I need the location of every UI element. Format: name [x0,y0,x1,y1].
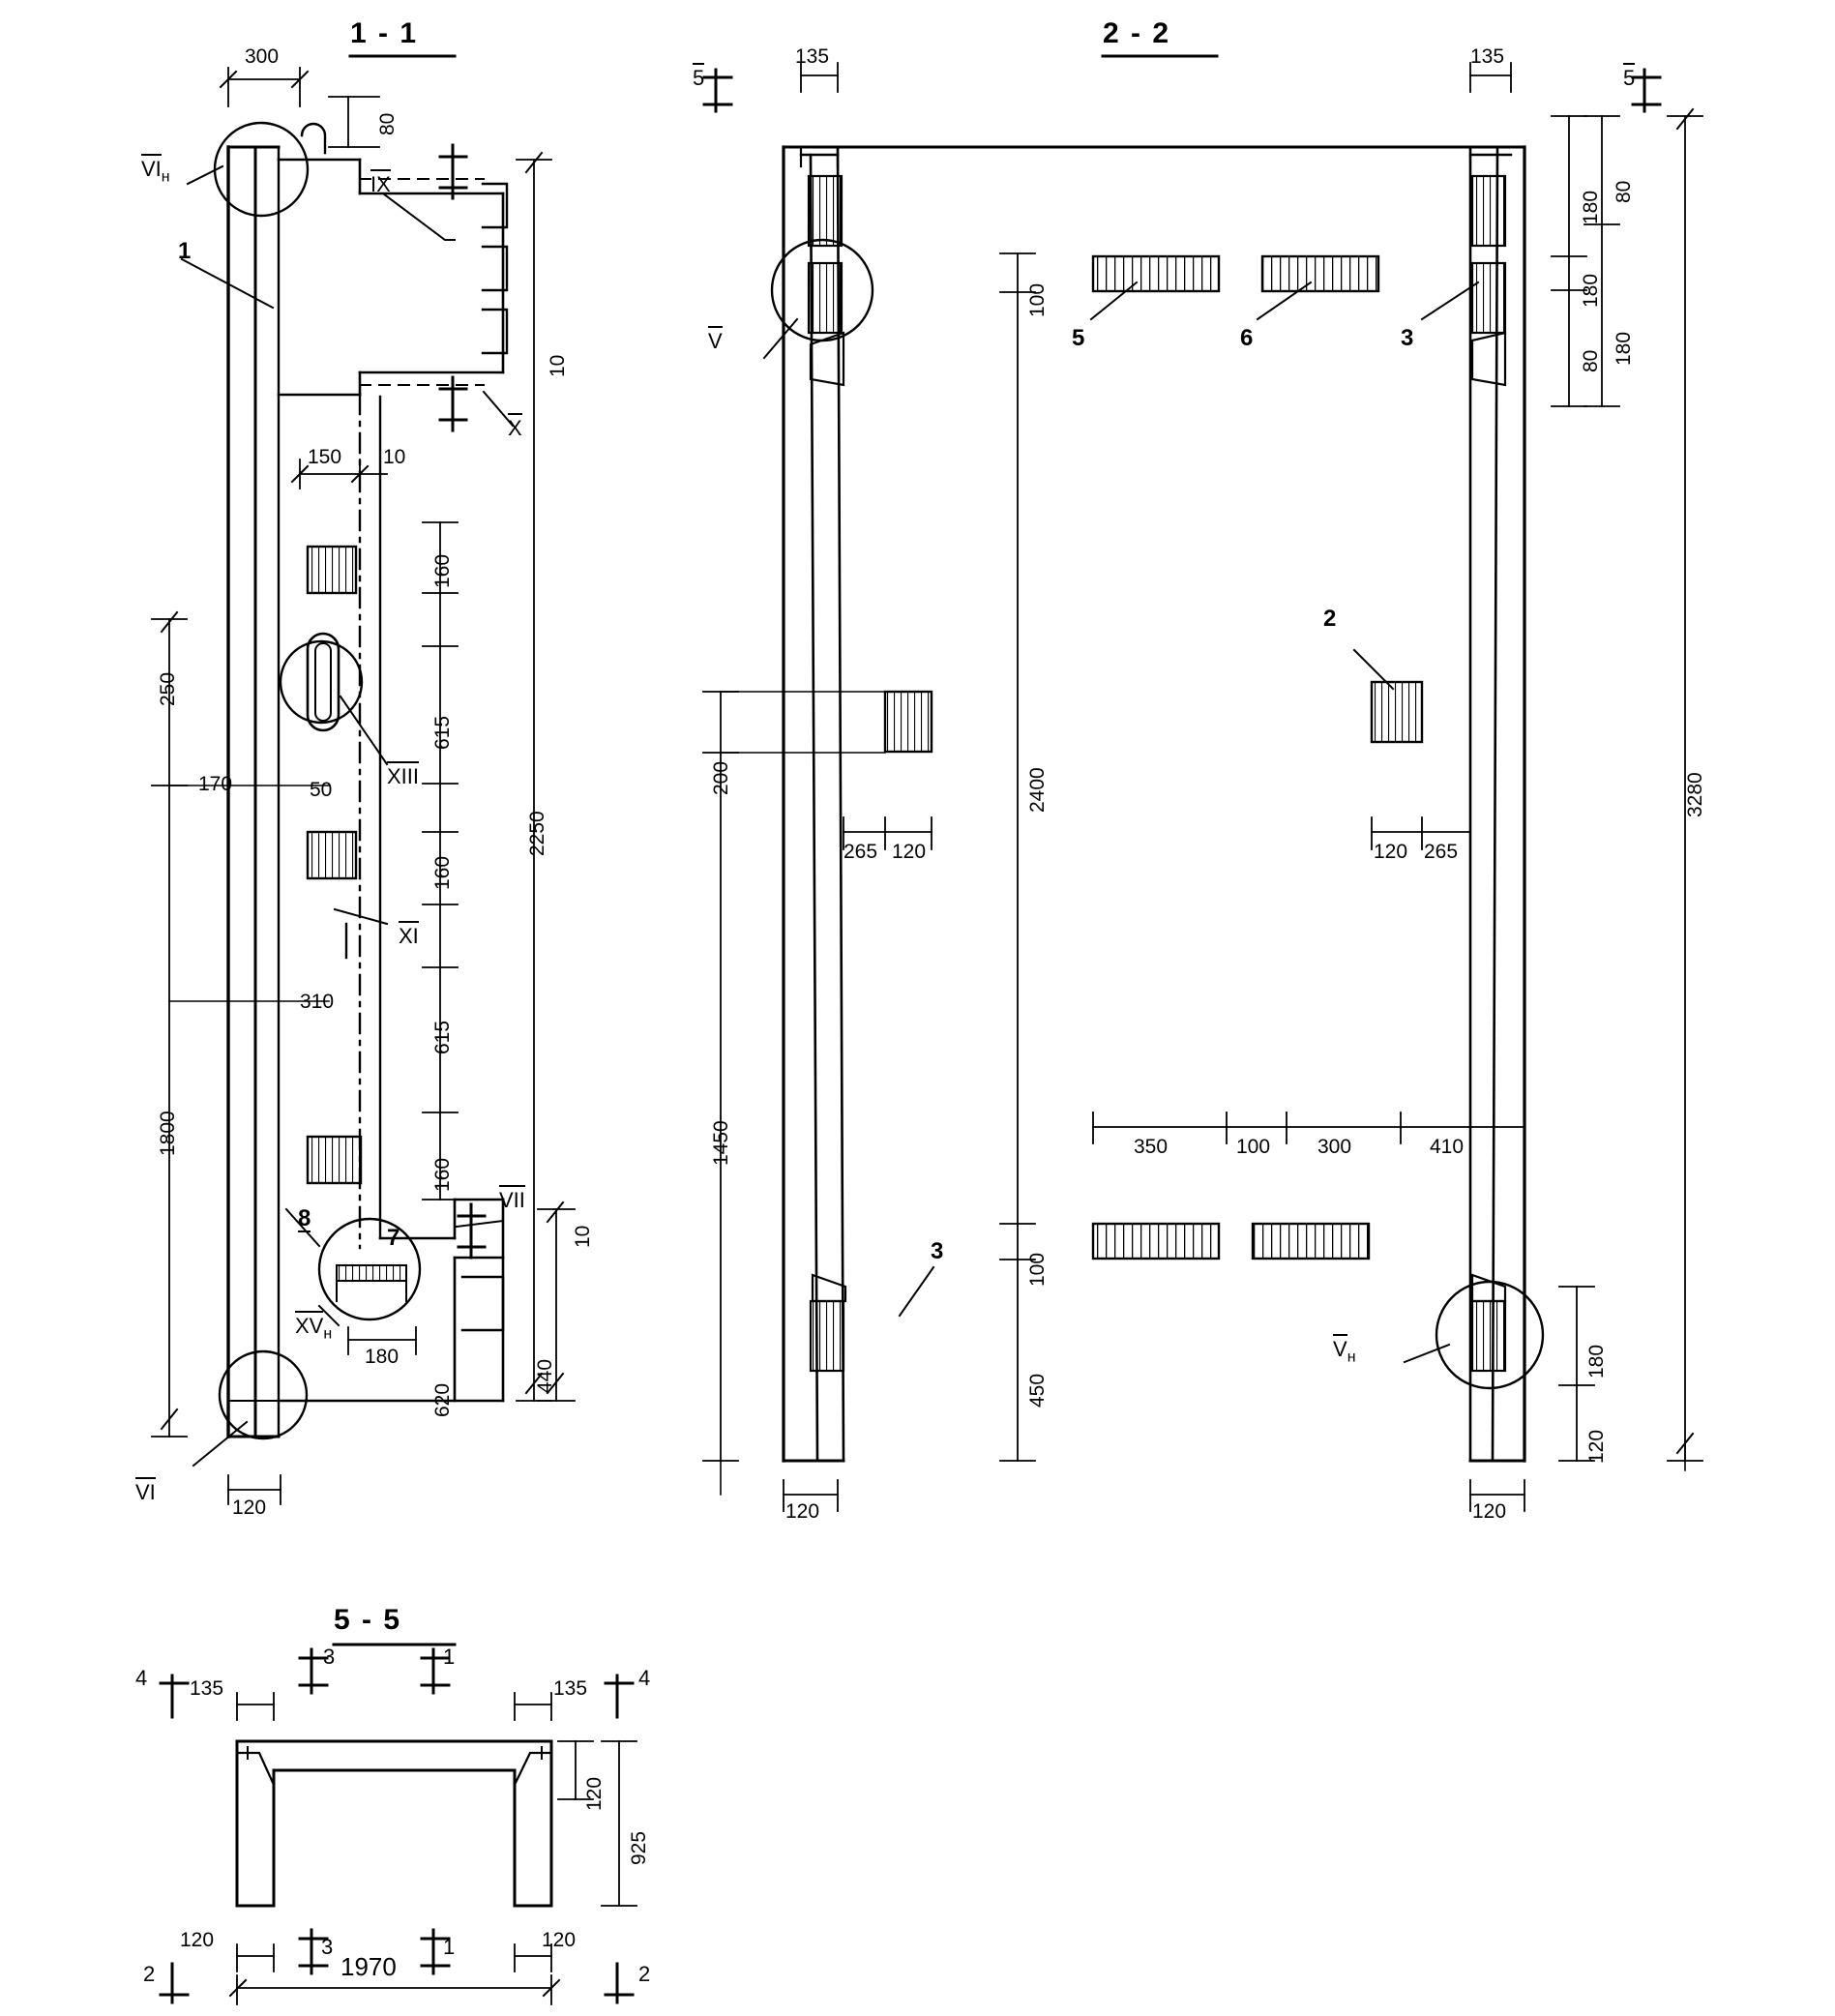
section-mark: IX [370,172,391,197]
dimension-text: 615 [431,715,454,750]
section-mark: 2 [638,1962,651,1986]
dimension-text: 135 [553,1677,588,1700]
position-mark: 8 [298,1205,311,1231]
dimension-text: 200 [710,760,732,795]
section-mark: V [708,329,723,354]
view-title-2-2: 2 - 2 [1103,17,1171,49]
dimension-text: 310 [300,991,335,1013]
dimension-text: 2400 [1026,767,1049,813]
section-mark: $VI_н$ [141,157,170,186]
dimension-text: 80 [376,112,399,135]
dimension-text: 120 [892,841,927,863]
dimension-text: 250 [157,671,179,706]
dimension-text: 450 [1026,1373,1049,1408]
dimension-text: 50 [310,779,333,801]
dimension-text: 10 [383,446,406,468]
dimension-text: 135 [795,45,830,68]
section-mark: VII [499,1188,525,1213]
dimension-text: 120 [785,1500,820,1523]
dimension-text: 160 [431,855,454,890]
dimension-text: 180 [365,1346,400,1368]
dimension-text: 2250 [526,811,548,856]
dimension-text: 180 [1613,331,1635,366]
dimension-text: 3280 [1684,772,1706,817]
position-mark: 7 [387,1225,400,1251]
section-mark: $V_н$ [1333,1337,1356,1366]
dimension-text: 120 [180,1929,215,1951]
section-mark: $XV_н$ [295,1314,332,1343]
section-mark: XI [399,924,419,949]
section-mark: XIII [387,764,419,789]
section-mark: 1 [443,1645,456,1669]
dimension-text: 1970 [340,1952,397,1981]
section-mark: 3 [323,1645,336,1669]
dimension-text: 180 [1580,273,1602,308]
position-mark: 5 [1072,325,1085,351]
section-mark: 5 [1623,66,1635,91]
dimension-text: 300 [1317,1136,1352,1158]
dimension-text: 615 [431,1020,454,1054]
dimension-text: 265 [1424,841,1459,863]
dimension-text: 80 [1580,349,1602,372]
dimension-text: 100 [1236,1136,1271,1158]
section-mark: 1 [443,1935,456,1959]
dimension-text: 160 [431,1157,454,1192]
dimension-text: 300 [245,45,280,68]
position-mark: 6 [1240,325,1254,351]
dimension-text: 120 [1374,841,1408,863]
section-mark: 3 [321,1935,334,1959]
position-mark: 1 [178,238,192,264]
position-mark: 2 [1323,606,1337,632]
dimension-text: 10 [572,1225,594,1248]
dimension-text: 120 [1472,1500,1507,1523]
section-mark: 2 [143,1962,156,1986]
section-mark: 4 [638,1666,651,1690]
dimension-text: 100 [1026,282,1049,317]
dimension-text: 180 [1585,1344,1608,1379]
dimension-text: 1450 [710,1120,732,1166]
dimension-text: 160 [431,553,454,588]
position-mark: 3 [931,1238,944,1264]
dimension-text: 80 [1613,180,1635,203]
dimension-text: 925 [628,1830,650,1865]
dimension-text: 1800 [157,1111,179,1156]
dimension-text: 440 [534,1358,556,1393]
dimension-text: 150 [308,446,342,468]
dimension-text: 180 [1580,190,1602,224]
dimension-text: 100 [1026,1252,1049,1287]
position-mark: 3 [1401,325,1414,351]
dimension-text: 135 [1470,45,1505,68]
view-title-1-1: 1 - 1 [350,17,419,49]
section-mark: X [508,416,522,441]
dimension-text: 620 [431,1382,454,1417]
dimension-text: 135 [190,1677,224,1700]
section-mark: 4 [135,1666,148,1690]
view-title-5-5: 5 - 5 [334,1604,402,1636]
dimension-text: 10 [547,354,569,377]
dimension-text: 120 [1585,1429,1608,1464]
section-mark: 5 [693,66,704,91]
dimension-text: 410 [1430,1136,1465,1158]
dimension-text: 120 [542,1929,577,1951]
dimension-text: 170 [198,773,233,795]
dimension-text: 120 [583,1776,606,1811]
dimension-text: 350 [1134,1136,1169,1158]
dimension-text: 120 [232,1497,267,1519]
section-mark: VI [135,1480,156,1505]
dimension-text: 265 [844,841,878,863]
